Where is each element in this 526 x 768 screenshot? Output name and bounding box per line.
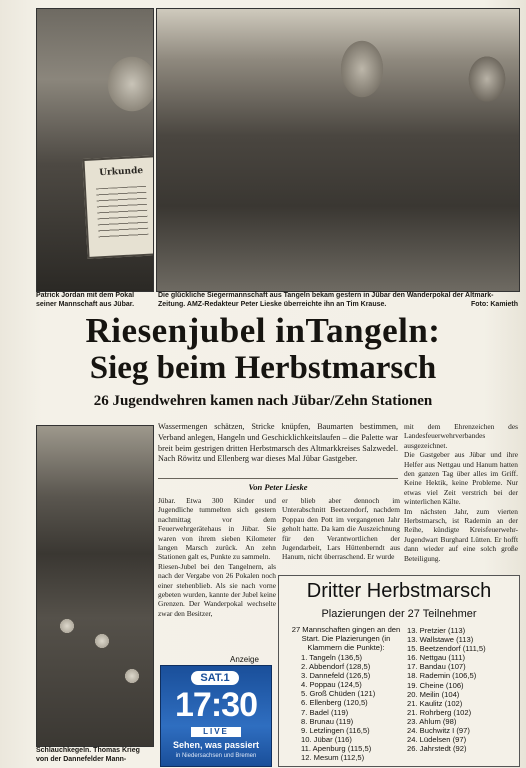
- list-item: 5. Groß Chüden (121): [301, 689, 376, 699]
- list-item: 2. Abbendorf (128,5): [301, 662, 371, 672]
- advert-live-badge: LIVE: [191, 727, 241, 737]
- list-item: 10. Jübar (116): [301, 734, 352, 744]
- list-item: 7. Badel (119): [301, 707, 349, 717]
- list-item: 23. Ahlum (98): [407, 716, 457, 726]
- advert-label: Anzeige: [230, 655, 259, 664]
- article-column-3: mit dem Ehrenzeichen des Landesfeuerwehrverbandes ausgezeichnet. Die Gastgeber aus Jübar und ihre Helfer aus Nettgau und Hanum hatten den ganzen Tag über alles im Griff. Keine Hektik, keine Probleme. Nur etwas viel Zeit verstrich bei der winterlichen Kälte. Im nächsten Jahr, zum vierten Herbstmarsch, ist Rademin an der Reihe, kündigte Kreisfeuerwehr-Jugendwart Burghard Lütten. Er hofft dann wieder auf eine solch große Beteiligung.: [404, 422, 518, 563]
- certificate-title: Urkunde: [98, 165, 144, 179]
- standings-box: [278, 575, 520, 767]
- list-item: 19. Cheine (106): [407, 680, 464, 690]
- byline-rule: [158, 478, 398, 479]
- standings-subtitle: Plazierungen der 27 Teilnehmer: [321, 608, 477, 620]
- list-item: 17. Bandau (107): [407, 662, 466, 672]
- photo-credit: Foto: Kamieth: [470, 300, 518, 308]
- photo-caption-left: Patrick Jordan mit dem Pokal seiner Mannschaft aus Jübar.: [36, 292, 135, 308]
- list-item: 24. Lüdelsen (97): [407, 735, 467, 745]
- standings-intro: 27 Mannschaften gingen an den Start. Die Plazierungen (in Klammern die Punkte):: [291, 625, 401, 653]
- advert-slogan: Sehen, was passiert: [172, 740, 260, 750]
- photo-schlauchkegeln: [36, 425, 154, 747]
- photo-patrick-jordan: [36, 8, 154, 292]
- byline: Von Peter Lieske: [248, 482, 308, 492]
- list-item: 24. Buchwitz I (97): [407, 726, 470, 736]
- headline-line-2: Sieg beim Herbstmarsch: [89, 350, 437, 386]
- list-item: 20. Meilin (104): [407, 689, 460, 699]
- article-column-2: er blieb aber dennoch im Unterabschnitt Beetzendorf, nachdem Poppau den Pott im vergangenen Jahr geholt hatte. Da kam die Auszeichnung für den Verantwortlichen der Jugendarbeit, Lars Hüttenberndt aus Hanum, nicht überraschend. Er wurde: [282, 496, 400, 562]
- certificate-image: [82, 155, 154, 259]
- standings-list-left: [301, 653, 411, 762]
- list-item: 16. Nettgau (111): [407, 653, 465, 663]
- standings-list-right: [407, 626, 517, 753]
- list-item: 13. Pretzier (113): [407, 626, 466, 635]
- list-item: 18. Rademin (106,5): [407, 671, 477, 681]
- sat1-advert: [160, 665, 272, 767]
- list-item: 4. Poppau (124,5): [301, 680, 362, 690]
- headline-line-1: Riesenjubel inTangeln:: [85, 311, 441, 350]
- list-item: 3. Dannefeld (126,5): [301, 671, 371, 681]
- photo-caption-bottom: Schlauchkegeln. Thomas Krieg von der Dannefelder Mann-: [36, 747, 140, 763]
- list-item: 8. Brunau (119): [301, 716, 354, 726]
- list-item: 13. Wallstawe (113): [407, 635, 474, 645]
- advert-subline: in Niedersachsen und Bremen: [175, 753, 257, 759]
- list-item: 1. Tangeln (136,5): [301, 653, 363, 662]
- list-item: 11. Apenburg (115,5): [301, 743, 372, 753]
- sat1-logo: SAT.1: [191, 671, 239, 685]
- list-item: 6. Ellenberg (120,5): [301, 698, 368, 708]
- advert-time: 17:30: [175, 686, 257, 724]
- photo-winning-team: [156, 8, 520, 292]
- list-item: 21. Kaulitz (102): [407, 698, 463, 708]
- photo-caption-right: [158, 292, 518, 309]
- certificate-text-lines: [96, 186, 149, 239]
- subheadline: 26 Jugendwehren kamen nach Jübar/Zehn Stationen: [93, 393, 433, 409]
- photo-caption-right-text: Die glückliche Siegermannschaft aus Tangeln bekam gestern in Jübar den Wanderpokal der Altmark-Zeitung. AMZ-Redakteur Peter Lieske überreichte ihn an Tim Krause.: [158, 292, 494, 308]
- list-item: 26. Jahrstedt (92): [407, 744, 467, 754]
- list-item: 12. Mesum (112,5): [301, 753, 365, 763]
- list-item: 21. Rohrberg (102): [407, 707, 472, 717]
- lead-paragraph: Wassermengen schätzen, Stricke knüpfen, Baumarten bestimmen, Verband anlegen, Hangeln und Geschicklichkeitslaufen – die Palette war breit beim gestrigen dritten Herbstmarsch des Altmarkkreises Salzwedel. Nach Röwitz und Ellenberg war dieses Mal Jübar Gastgeber.: [158, 422, 398, 464]
- article-column-1: Jübar. Etwa 300 Kinder und Jugendliche tummelten sich gestern nachmittag vor dem Feuerwehrgerätehaus in Jübar. Sie waren von ihrem sieben Kilometer langen Marsch zurück. An zehn Stationen galt es, Punkte zu sammeln. Riesen-Jubel bei den Tangelnern, als nach der Vergabe von 26 Pokalen noch einer stehenblieb. Als sie nach vorne gebeten wurden, kannte der Jubel keine Grenzen. Der Wanderpokal wechselte zwar den Besitzer,: [158, 496, 276, 618]
- list-item: 9. Letzlingen (116,5): [301, 725, 370, 735]
- list-item: 15. Beetzendorf (111,5): [407, 644, 486, 654]
- standings-title: Dritter Herbstmarsch: [306, 580, 492, 602]
